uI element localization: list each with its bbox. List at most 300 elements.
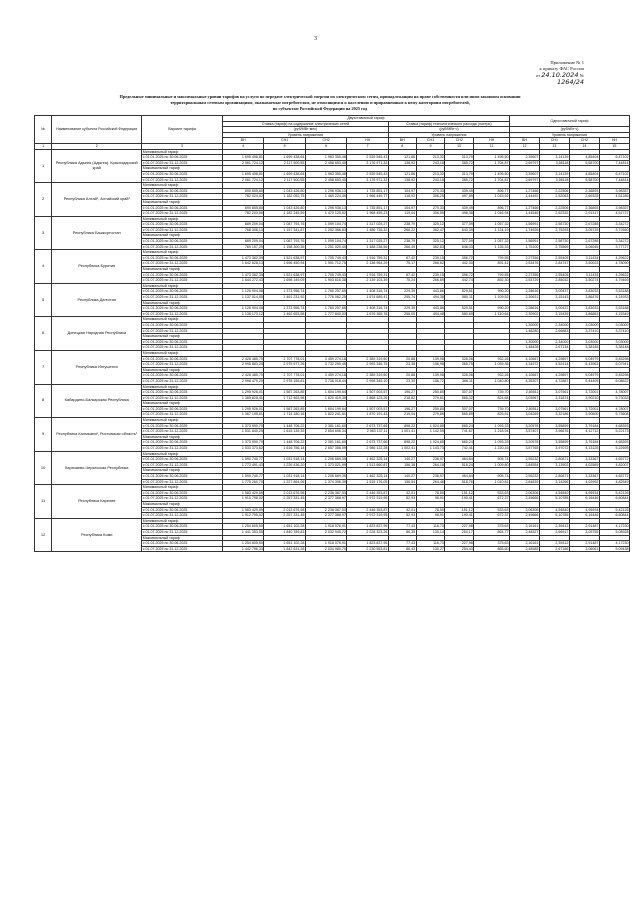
value-cell: 529,51 — [445, 289, 474, 295]
value-cell: 4,15349 — [599, 311, 629, 317]
value-cell: 3,34272 — [599, 222, 629, 228]
value-cell: 1 916 759,31 — [347, 255, 389, 261]
column-number: 12 — [509, 143, 539, 149]
value-cell: 1 373 990,70 — [222, 423, 264, 429]
value-cell: 1 521 638,97 — [264, 255, 306, 261]
value-cell: 250,80 — [416, 390, 445, 396]
value-cell: 1 587 263,85 — [264, 390, 306, 396]
value-cell: 864,77 — [474, 529, 510, 535]
value-cell: 2,85032 — [539, 278, 569, 284]
value-cell: 52,93 — [388, 513, 416, 519]
value-cell: 1 918 076,91 — [305, 541, 347, 547]
value-cell: 2,22506 — [539, 188, 569, 194]
period-cell: с 01.01.2025 по 30.06.2025 — [142, 205, 223, 211]
value-cell: 5,73033 — [599, 395, 629, 401]
value-cell: 2,39412 — [539, 524, 569, 530]
value-cell: 1 206 669,35 — [305, 474, 347, 480]
column-number: 11 — [474, 143, 510, 149]
value-cell: 1 966 449,77 — [347, 194, 389, 200]
value-cell: 1 015,92 — [474, 194, 510, 200]
value-cell: 905,74 — [474, 457, 510, 463]
value-cell: 156,98 — [416, 362, 445, 368]
value-cell: 375,63 — [474, 541, 510, 547]
value-cell: 1,56991 — [509, 239, 539, 245]
period-cell: с 01.01.2025 по 30.06.2025 — [142, 440, 223, 446]
value-cell: 2 257 331,45 — [264, 513, 306, 519]
value-cell: 2 707 778,01 — [264, 373, 306, 379]
value-cell: 2,84554 — [509, 462, 539, 468]
col-rate-maint: Ставка (тариф) на содержание электрических сетей — [222, 121, 388, 127]
value-cell: 2,80871 — [539, 457, 569, 463]
value-cell: 1 590 740,77 — [222, 457, 264, 463]
value-cell: 2 236 367,53 — [305, 507, 347, 513]
value-cell: 4,65772 — [599, 474, 629, 480]
value-cell: 3,03000 — [599, 339, 629, 345]
value-cell: 4,51737 — [599, 211, 629, 217]
value-cell: 4,79469 — [599, 278, 629, 284]
value-cell: 3,07561 — [539, 390, 569, 396]
value-cell: 1 448 706,22 — [264, 440, 306, 446]
value-cell: 3,50274 — [569, 278, 599, 284]
appendix-date: 24.10.2024 — [541, 71, 579, 79]
value-cell: 2 257 331,45 — [264, 496, 306, 502]
value-cell: 1,44546 — [509, 211, 539, 217]
period-cell: с 01.01.2025 по 30.06.2025 — [142, 239, 223, 245]
row-number: 2 — [35, 183, 52, 217]
value-cell: 78,50 — [416, 507, 445, 513]
level-header: НН — [599, 138, 629, 144]
value-cell: 2,49666 — [509, 496, 539, 502]
value-cell: 6,60844 — [599, 513, 629, 519]
value-cell: 1 254 605,50 — [222, 524, 264, 530]
value-cell: 2,66917 — [539, 529, 569, 535]
value-cell: 896,77 — [474, 188, 510, 194]
column-number: 7 — [347, 143, 389, 149]
appendix-title: Приложение № 1 — [550, 60, 584, 65]
col-one-part: Одноставочный тариф — [509, 116, 629, 127]
period-cell: с 01.07.2025 по 31.12.2025 — [142, 328, 223, 334]
period-cell: с 01.01.2025 по 30.06.2025 — [142, 490, 223, 496]
value-cell: 3,34272 — [599, 239, 629, 245]
value-cell: 2 136 964,29 — [347, 261, 389, 267]
value-cell: 98,91 — [416, 513, 445, 519]
variant-cell: Максимальный тариф — [142, 434, 223, 440]
value-cell: 1 901 712,75 — [305, 261, 347, 267]
value-cell: 3,07561 — [539, 406, 569, 412]
value-cell: 4,68393 — [599, 423, 629, 429]
subject-name: Карачаево-Черкесская Республика — [52, 451, 142, 485]
value-cell: 742,41 — [445, 446, 474, 452]
value-cell: 2 975 577,26 — [264, 362, 306, 368]
value-cell: 439,49 — [445, 188, 474, 194]
value-cell: 1 823 837,95 — [347, 524, 389, 530]
value-cell: 227,98 — [445, 524, 474, 530]
value-cell: 892,30 — [474, 278, 510, 284]
value-cell: 5,04979 — [569, 373, 599, 379]
value-cell: 5,09438 — [599, 546, 629, 552]
appendix-number: 1264/24 — [556, 78, 584, 86]
value-cell: 4,85404 — [569, 171, 599, 177]
value-cell: 3,72550 — [599, 227, 629, 233]
period-cell: с 01.07.2025 по 31.12.2025 — [142, 295, 223, 301]
value-cell: 239,15 — [416, 255, 445, 261]
value-cell: 2,80511 — [509, 406, 539, 412]
value-cell: 3,32186 — [539, 412, 569, 418]
value-cell: 494,38 — [416, 295, 445, 301]
col-two-part: Двухставочный тариф — [222, 116, 509, 122]
value-cell: 4,82549 — [599, 479, 629, 485]
value-cell: 3,98357 — [599, 188, 629, 194]
value-cell: 3,96676 — [539, 429, 569, 435]
value-cell: 1 137 014,95 — [222, 295, 264, 301]
value-cell: 366,11 — [445, 378, 474, 384]
column-number: 4 — [222, 143, 264, 149]
column-number: 13 — [539, 143, 569, 149]
value-cell: 1 182 245,59 — [264, 211, 306, 217]
value-cell: 196,27 — [388, 390, 416, 396]
value-cell: 891,41 — [474, 261, 510, 267]
value-cell: 4,82007 — [599, 462, 629, 468]
value-cell: 3,05739 — [569, 227, 599, 233]
value-cell: 3,15439 — [539, 311, 569, 317]
level-header: СН1 — [539, 138, 569, 144]
value-cell: 3,38148 — [569, 345, 599, 351]
value-cell: 1 142,59 — [416, 429, 445, 435]
value-cell: 190,41 — [445, 496, 474, 502]
value-cell: 385,72 — [445, 160, 474, 166]
value-cell: 4,12712 — [569, 429, 599, 435]
value-cell: 782 203,06 — [222, 211, 264, 217]
value-cell: 98,91 — [416, 496, 445, 502]
value-cell: 3,11434 — [569, 255, 599, 261]
period-cell: с 01.07.2025 по 31.12.2025 — [142, 227, 223, 233]
value-cell: 1 968 455,23 — [347, 211, 389, 217]
column-number: 3 — [142, 143, 223, 149]
value-cell: 1 124,19 — [474, 227, 510, 233]
level-header: СН2 — [569, 138, 599, 144]
value-cell: 1,48428 — [509, 345, 539, 351]
value-cell: 5,45298 — [599, 373, 629, 379]
value-cell: 824,68 — [474, 395, 510, 401]
period-cell: с 01.01.2025 по 30.06.2025 — [142, 406, 223, 412]
value-cell: 529,51 — [445, 306, 474, 312]
value-cell: 2,48585 — [509, 546, 539, 552]
value-cell: 1 705 749,43 — [305, 272, 347, 278]
level-header: СН2 — [445, 138, 474, 144]
value-cell: 2,91487 — [569, 524, 599, 530]
value-cell: 2 381 161,60 — [305, 440, 347, 446]
value-cell: 2,69797 — [509, 160, 539, 166]
value-cell: 1 295 926,01 — [222, 390, 264, 396]
value-cell: 1 016,94 — [474, 211, 510, 217]
value-cell: 151,12 — [445, 507, 474, 513]
value-cell: 77,43 — [388, 541, 416, 547]
period-cell: с 01.01.2025 по 30.06.2025 — [142, 306, 223, 312]
value-cell: 313,79 — [445, 155, 474, 161]
value-cell: 3,79184 — [569, 423, 599, 429]
value-cell: 690 655,80 — [222, 205, 264, 211]
value-cell: 1 010,81 — [474, 479, 510, 485]
value-cell: 2 972 319,95 — [347, 496, 389, 502]
value-cell: 3,53188 — [599, 289, 629, 295]
value-cell: 4,78090 — [599, 261, 629, 267]
value-cell: 565,89 — [445, 412, 474, 418]
value-cell: 1,48280 — [509, 328, 539, 334]
value-cell: 1 470 125,52 — [305, 211, 347, 217]
value-cell: 1 776 062,25 — [305, 295, 347, 301]
value-cell: 3,03000 — [599, 322, 629, 328]
variant-cell: Минимальный тариф — [142, 451, 223, 457]
value-cell: 1 031 918,14 — [264, 457, 306, 463]
value-cell: 3,00437 — [539, 306, 569, 312]
value-cell: 279,89 — [416, 412, 445, 418]
period-cell: с 01.01.2025 по 30.06.2025 — [142, 289, 223, 295]
value-cell: 1 031 918,14 — [264, 474, 306, 480]
value-cell: 1 143,73 — [416, 446, 445, 452]
value-cell: 2 446 353,87 — [347, 507, 389, 513]
value-cell: 266,62 — [416, 261, 445, 267]
value-cell: 990,20 — [474, 289, 510, 295]
period-cell: с 01.07.2025 по 31.12.2025 — [142, 211, 223, 217]
variant-cell: Максимальный тариф — [142, 535, 223, 541]
value-cell: 2 983 137,11 — [347, 429, 389, 435]
value-cell: 2,28616 — [509, 306, 539, 312]
value-cell: 464,84 — [445, 474, 474, 480]
value-cell: 1 704,87 — [474, 177, 510, 183]
value-cell: 130,27 — [416, 546, 445, 552]
value-cell: 1 696 450,94 — [264, 261, 306, 267]
value-cell: 5,22695 — [599, 446, 629, 452]
value-cell: 1 461 231,92 — [264, 295, 306, 301]
value-cell: 1 099 104,74 — [305, 239, 347, 245]
period-cell: с 01.01.2025 по 30.06.2025 — [142, 272, 223, 278]
value-cell: 3,11434 — [569, 272, 599, 278]
value-cell: 3,55899 — [539, 423, 569, 429]
value-cell: 138,92 — [388, 160, 416, 166]
value-cell: 2 228 323,26 — [347, 529, 389, 535]
value-cell: 4,17230 — [599, 541, 629, 547]
value-cell: 905,74 — [474, 474, 510, 480]
period-cell: с 01.01.2025 по 30.06.2025 — [142, 541, 223, 547]
value-cell: 1 507 003,57 — [347, 406, 389, 412]
row-number: 1 — [35, 149, 52, 183]
value-cell: 4,68393 — [599, 440, 629, 446]
period-cell: с 01.07.2025 по 31.12.2025 — [142, 362, 223, 368]
subject-name: Республика Башкортостан — [52, 216, 142, 250]
value-cell: 1 365 828,41 — [222, 395, 264, 401]
value-cell: 2 061 724,12 — [222, 160, 264, 166]
value-cell: 1,44492 — [509, 194, 539, 200]
value-cell: 78,50 — [416, 490, 445, 496]
value-cell: 2,34000 — [539, 322, 569, 328]
value-cell: 2,69797 — [509, 177, 539, 183]
value-cell: 255,74 — [388, 295, 416, 301]
value-cell: 52,93 — [388, 496, 416, 502]
value-cell: 2,67186 — [539, 546, 569, 552]
unit-maint: (руб/МВт·мес) — [222, 127, 388, 133]
value-cell: 442,30 — [445, 261, 474, 267]
value-cell: 1 227 864,06 — [264, 479, 306, 485]
value-cell: 1 126 904,08 — [222, 289, 264, 295]
value-cell: 3,72001 — [569, 390, 599, 396]
value-cell: 1 157 341,87 — [264, 227, 306, 233]
value-cell: 2 458 653,40 — [305, 160, 347, 166]
value-cell: 1 408 316,74 — [347, 306, 389, 312]
value-cell: 3,15143 — [539, 295, 569, 301]
variant-cell: Минимальный тариф — [142, 418, 223, 424]
value-cell: 932,26 — [474, 373, 510, 379]
value-cell: 1 823 837,95 — [347, 541, 389, 547]
period-cell: с 01.07.2025 по 31.12.2025 — [142, 378, 223, 384]
value-cell: 254,17 — [445, 529, 474, 535]
value-cell: 270,33 — [416, 205, 445, 211]
value-cell: 151,12 — [445, 490, 474, 496]
variant-cell: Максимальный тариф — [142, 233, 223, 239]
value-cell: 156,54 — [388, 479, 416, 485]
value-cell: 443,86 — [416, 289, 445, 295]
value-cell: 328,06 — [445, 373, 474, 379]
value-cell: 238,79 — [388, 239, 416, 245]
value-cell: 266,22 — [388, 227, 416, 233]
value-cell: 243,18 — [416, 160, 445, 166]
variant-cell: Максимальный тариф — [142, 334, 223, 340]
value-cell: 5,44405 — [569, 378, 599, 384]
value-cell: 1 676 365,78 — [347, 311, 389, 317]
value-cell: 2 032 945,72 — [305, 529, 347, 535]
value-cell: 1 317 025,27 — [347, 239, 389, 245]
value-cell: 1 651 102,28 — [264, 524, 306, 530]
value-cell: 1 218,94 — [474, 429, 510, 435]
row-number: 7 — [35, 350, 52, 384]
value-cell: 5,08928 — [599, 529, 629, 535]
value-cell: 2,49666 — [509, 513, 539, 519]
value-cell: 4,29897 — [539, 373, 569, 379]
value-cell: 1 057,32 — [474, 239, 510, 245]
value-cell: 4,34972 — [509, 362, 539, 368]
appendix-date-line: от 24.10.2024 № 1264/24 — [535, 71, 584, 86]
value-cell: 3 176 971,32 — [347, 177, 389, 183]
value-cell: 2,67134 — [539, 345, 569, 351]
value-cell: 2,06306 — [509, 490, 539, 496]
value-cell: 3,06061 — [569, 546, 599, 552]
value-cell: 1 024,85 — [416, 440, 445, 446]
value-cell: 362,83 — [416, 244, 445, 250]
value-cell: 1 712 463,98 — [264, 395, 306, 401]
value-cell: 2 978 155,81 — [264, 378, 306, 384]
value-cell: 119,04 — [388, 211, 416, 217]
value-cell: 4,10667 — [509, 373, 539, 379]
value-cell: 1 448 706,22 — [264, 423, 306, 429]
value-cell: 236,97 — [416, 457, 445, 463]
value-cell: 5,04979 — [569, 356, 599, 362]
value-cell: 1 587 263,85 — [264, 406, 306, 412]
variant-cell: Максимальный тариф — [142, 468, 223, 474]
value-cell: 1 093,33 — [474, 440, 510, 446]
value-cell: 3 176 971,32 — [347, 160, 389, 166]
value-cell: 75,24 — [388, 278, 416, 284]
value-cell: 121,86 — [388, 155, 416, 161]
value-cell: 4,29622 — [599, 272, 629, 278]
value-cell: 3,58118 — [539, 160, 569, 166]
variant-cell: Минимальный тариф — [142, 350, 223, 356]
value-cell: 6,47102 — [599, 171, 629, 177]
value-cell: 1 252 366,83 — [305, 227, 347, 233]
value-cell: 1,74926 — [509, 227, 539, 233]
value-cell: 23,30 — [388, 378, 416, 384]
row-number: 9 — [35, 418, 52, 452]
value-cell: 1 735 851,17 — [347, 205, 389, 211]
value-cell: 3,37410 — [569, 328, 599, 334]
value-cell: 121,86 — [388, 171, 416, 177]
value-cell: 1 099 104,74 — [305, 222, 347, 228]
value-cell: 3,33367 — [569, 474, 599, 480]
value-cell: 2,16161 — [509, 541, 539, 547]
value-cell: 2 013 676,98 — [264, 490, 306, 496]
value-cell: 1 462 653,58 — [264, 311, 306, 317]
value-cell: 1 001,41 — [388, 429, 416, 435]
value-cell: 2,84747 — [539, 261, 569, 267]
value-cell: 1 590 740,77 — [222, 474, 264, 480]
value-cell: 1 777 840,03 — [305, 311, 347, 317]
period-cell: с 01.01.2025 по 30.06.2025 — [142, 171, 223, 177]
period-cell: с 01.07.2025 по 31.12.2025 — [142, 244, 223, 250]
level-header: НН — [474, 138, 510, 144]
value-cell: 2,28616 — [509, 289, 539, 295]
column-number: 6 — [305, 143, 347, 149]
tariff-table — [34, 115, 630, 552]
value-cell: 4,17230 — [599, 524, 629, 530]
value-cell: 75,17 — [388, 261, 416, 267]
variant-cell: Максимальный тариф — [142, 300, 223, 306]
value-cell: 3,58118 — [539, 177, 569, 183]
value-cell: 4,51285 — [599, 194, 629, 200]
value-cell: 3,98357 — [599, 205, 629, 211]
value-cell: 3,33367 — [569, 457, 599, 463]
value-cell: 2 998 479,20 — [222, 378, 264, 384]
value-cell: 2 986 122,28 — [347, 446, 389, 452]
value-cell: 104,97 — [388, 205, 416, 211]
value-cell: 5,42126 — [599, 490, 629, 496]
period-cell: с 01.07.2025 по 31.12.2025 — [142, 311, 223, 317]
value-cell: 67,42 — [388, 255, 416, 261]
value-cell: 1 651 102,28 — [264, 541, 306, 547]
value-cell: 769 157,29 — [222, 244, 264, 250]
column-number: 14 — [569, 143, 599, 149]
value-cell: 270,33 — [416, 188, 445, 194]
value-cell: 2,66883 — [539, 328, 569, 334]
value-cell: 5,10785 — [539, 513, 569, 519]
value-cell: 3,05755 — [569, 529, 599, 535]
value-cell: 665,24 — [445, 440, 474, 446]
period-cell: с 01.07.2025 по 31.12.2025 — [142, 546, 223, 552]
value-cell: 1,30000 — [509, 339, 539, 345]
period-cell: с 01.01.2025 по 30.06.2025 — [142, 188, 223, 194]
value-cell: 196,27 — [388, 406, 416, 412]
value-cell: 5,22173 — [599, 429, 629, 435]
value-cell: 4,14933 — [599, 295, 629, 301]
value-cell: 4,54840 — [539, 490, 569, 496]
value-cell: 156,72 — [416, 378, 445, 384]
value-cell: 3,03000 — [569, 322, 599, 328]
value-cell: 4,29622 — [599, 255, 629, 261]
variant-cell: Максимальный тариф — [142, 166, 223, 172]
value-cell: 3,03967 — [509, 395, 539, 401]
value-cell: 768 308,13 — [222, 227, 264, 233]
row-number: 5 — [35, 283, 52, 317]
value-cell: 4,52414 — [539, 362, 569, 368]
value-cell: 5,58700 — [569, 160, 599, 166]
value-cell: 1 002,41 — [388, 446, 416, 452]
